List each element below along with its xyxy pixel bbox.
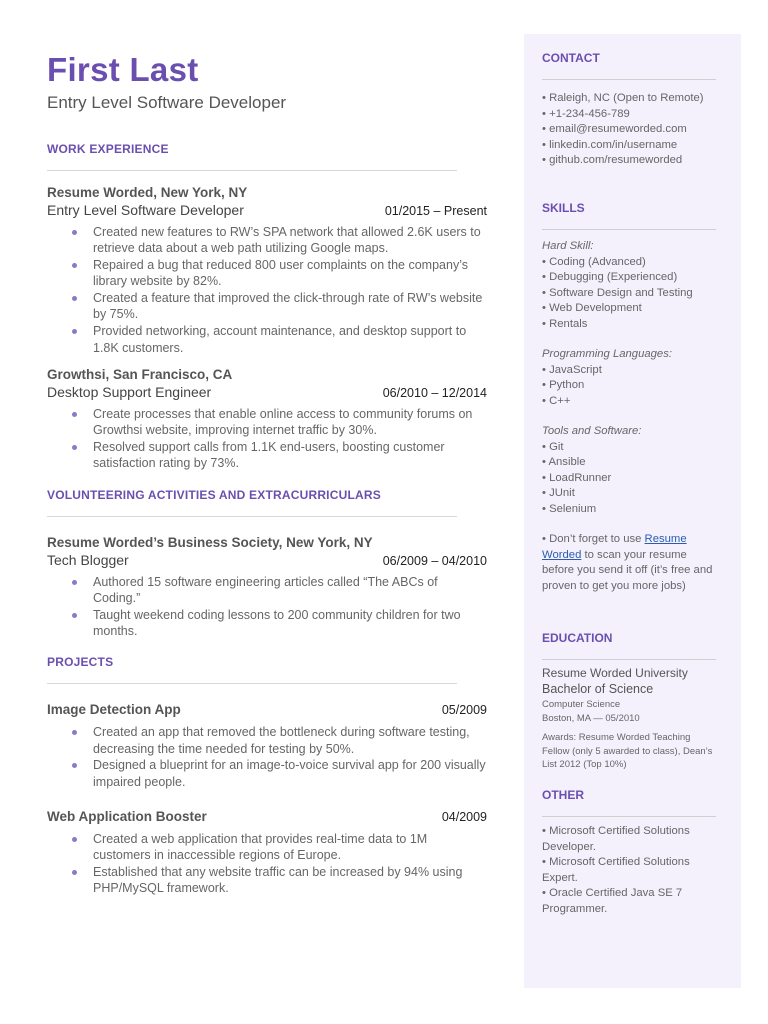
- project-bullets: [47, 831, 487, 897]
- sidebar: [524, 34, 741, 988]
- section-divider: [542, 79, 716, 80]
- education-location: Boston, MA — 05/2010: [542, 712, 640, 724]
- skill-category: Hard Skill:: [542, 240, 594, 252]
- volunteer-org: Resume Worded’s Business Society, New York, NY: [47, 534, 373, 550]
- skill-item: • C++: [542, 394, 720, 410]
- contact-linkedin: • linkedin.com/in/username: [542, 138, 720, 154]
- other-item: • Microsoft Certified Solutions Expert.: [542, 855, 720, 886]
- job-company: Resume Worded, New York, NY: [47, 185, 248, 200]
- skill-item: • Rentals: [542, 317, 720, 333]
- skill-item: • Selenium: [542, 502, 720, 518]
- other-item: • Microsoft Certified Solutions Developer.: [542, 824, 720, 855]
- project-name: Web Application Booster: [47, 808, 207, 824]
- tip-text: to scan your resume before you send it off (it’s free and proven to get you more jobs): [542, 548, 713, 592]
- section-title: CONTACT: [542, 51, 600, 65]
- section-divider: [542, 816, 716, 817]
- bullet-item: Created a web application that provides real-time data to 1M customers in inaccessible regions of Europe.: [93, 831, 487, 864]
- resume-worded-link[interactable]: Resume Worded: [542, 533, 687, 561]
- work-experience-section: [47, 142, 487, 472]
- resume-tip: [542, 532, 720, 594]
- job-entry: [47, 366, 487, 472]
- bullet-item: Created an app that removed the bottleneck during software testing, decreasing the time needed for testing by 50%.: [93, 724, 487, 757]
- job-bullets: [47, 224, 487, 356]
- section-divider: [47, 516, 457, 517]
- skill-item: • Ansible: [542, 455, 720, 471]
- job-role-row: [47, 201, 487, 221]
- candidate-title: Entry Level Software Developer: [47, 93, 287, 112]
- bullet-item: Created a feature that improved the click-through rate of RW’s website by 75%.: [93, 290, 487, 323]
- skill-item: • Debugging (Experienced): [542, 270, 720, 286]
- skill-item: • JUnit: [542, 486, 720, 502]
- bullet-item: Resolved support calls from 1.1K end-users, boosting customer satisfaction rating by 73%.: [93, 439, 487, 472]
- volunteer-date: 06/2009 – 04/2010: [382, 553, 487, 568]
- volunteer-role-row: [47, 551, 487, 571]
- projects-section: [47, 655, 487, 896]
- job-role-row: [47, 383, 487, 403]
- job-company: Growthsi, San Francisco, CA: [47, 366, 233, 382]
- education-major: Computer Science: [542, 699, 621, 710]
- section-title: VOLUNTEERING ACTIVITIES AND EXTRACURRICULARS: [47, 487, 381, 502]
- section-divider: [542, 659, 716, 660]
- contact-location: • Raleigh, NC (Open to Remote): [542, 91, 720, 107]
- section-title: SKILLS: [542, 201, 585, 215]
- skill-item: • JavaScript: [542, 363, 720, 379]
- skill-item: • Python: [542, 378, 720, 394]
- job-entry: [47, 184, 487, 356]
- contact-email: • email@resumeworded.com: [542, 122, 720, 138]
- section-title: EDUCATION: [542, 631, 613, 645]
- job-bullets: [47, 406, 487, 472]
- section-title: PROJECTS: [47, 655, 114, 670]
- job-role: Desktop Support Engineer: [47, 383, 212, 400]
- skill-item: • Git: [542, 440, 720, 456]
- skill-item: • Web Development: [542, 301, 720, 317]
- bullet-item: Authored 15 software engineering articles called “The ABCs of Coding.”: [93, 574, 487, 607]
- section-divider: [47, 170, 457, 171]
- job-date: 06/2010 – 12/2014: [382, 385, 487, 400]
- education-section: [542, 631, 720, 772]
- main-column: [47, 50, 487, 897]
- skill-item: • Coding (Advanced): [542, 255, 720, 271]
- candidate-name: First Last: [47, 51, 199, 88]
- project-header: [47, 808, 487, 826]
- section-divider: [47, 683, 457, 684]
- skill-item: • LoadRunner: [542, 471, 720, 487]
- other-item: • Oracle Certified Java SE 7 Programmer.: [542, 886, 720, 917]
- volunteer-bullets: [47, 574, 487, 640]
- bullet-item: Taught weekend coding lessons to 200 community children for two months.: [93, 607, 487, 640]
- bullet-item: Create processes that enable online access to community forums on Growthsi website, improving internet traffic by 30%.: [93, 406, 487, 439]
- contact-phone: • +1-234-456-789: [542, 107, 720, 123]
- education-school: Resume Worded University: [542, 666, 688, 680]
- volunteer-entry: [47, 534, 487, 640]
- education-awards: Awards: Resume Worded Teaching Fellow (only 5 awarded to class), Dean’s List 2012 (Top 10%): [542, 732, 713, 770]
- volunteering-section: [47, 488, 487, 640]
- project-header: [47, 701, 487, 719]
- other-section: [542, 788, 720, 917]
- section-divider: [542, 229, 716, 230]
- skills-section: [542, 201, 720, 594]
- job-role: Entry Level Software Developer: [47, 202, 244, 218]
- contact-section: [542, 51, 720, 169]
- skill-item: • Software Design and Testing: [542, 286, 720, 302]
- contact-github: • github.com/resumeworded: [542, 153, 720, 169]
- bullet-item: Created new features to RW’s SPA network that allowed 2.6K users to retrieve data about a web path utilizing Google maps.: [93, 224, 487, 257]
- section-title: WORK EXPERIENCE: [47, 142, 169, 156]
- project-name: Image Detection App: [47, 702, 181, 718]
- project-date: 05/2009: [441, 703, 487, 718]
- contact-list: [542, 91, 720, 169]
- volunteer-role: Tech Blogger: [47, 551, 129, 568]
- bullet-item: Provided networking, account maintenance, and desktop support to 1.8K customers.: [93, 323, 487, 356]
- bullet-item: Established that any website traffic can be increased by 94% using PHP/MySQL framework.: [93, 864, 487, 897]
- project-entry: [47, 701, 487, 790]
- education-degree: Bachelor of Science: [542, 682, 654, 696]
- bullet-item: Designed a blueprint for an image-to-voice survival app for 200 visually impaired people.: [93, 758, 486, 789]
- skill-category: Tools and Software:: [542, 425, 642, 437]
- job-date: 01/2015 – Present: [384, 204, 487, 218]
- bullet-item: Repaired a bug that reduced 800 user complaints on the company’s library website by 82%.: [93, 257, 487, 290]
- skill-category: Programming Languages:: [542, 348, 672, 360]
- tip-text: Don’t forget to use: [549, 533, 645, 545]
- project-bullets: [47, 724, 487, 790]
- project-entry: [47, 808, 487, 897]
- project-date: 04/2009: [441, 809, 487, 824]
- section-title: OTHER: [542, 788, 584, 802]
